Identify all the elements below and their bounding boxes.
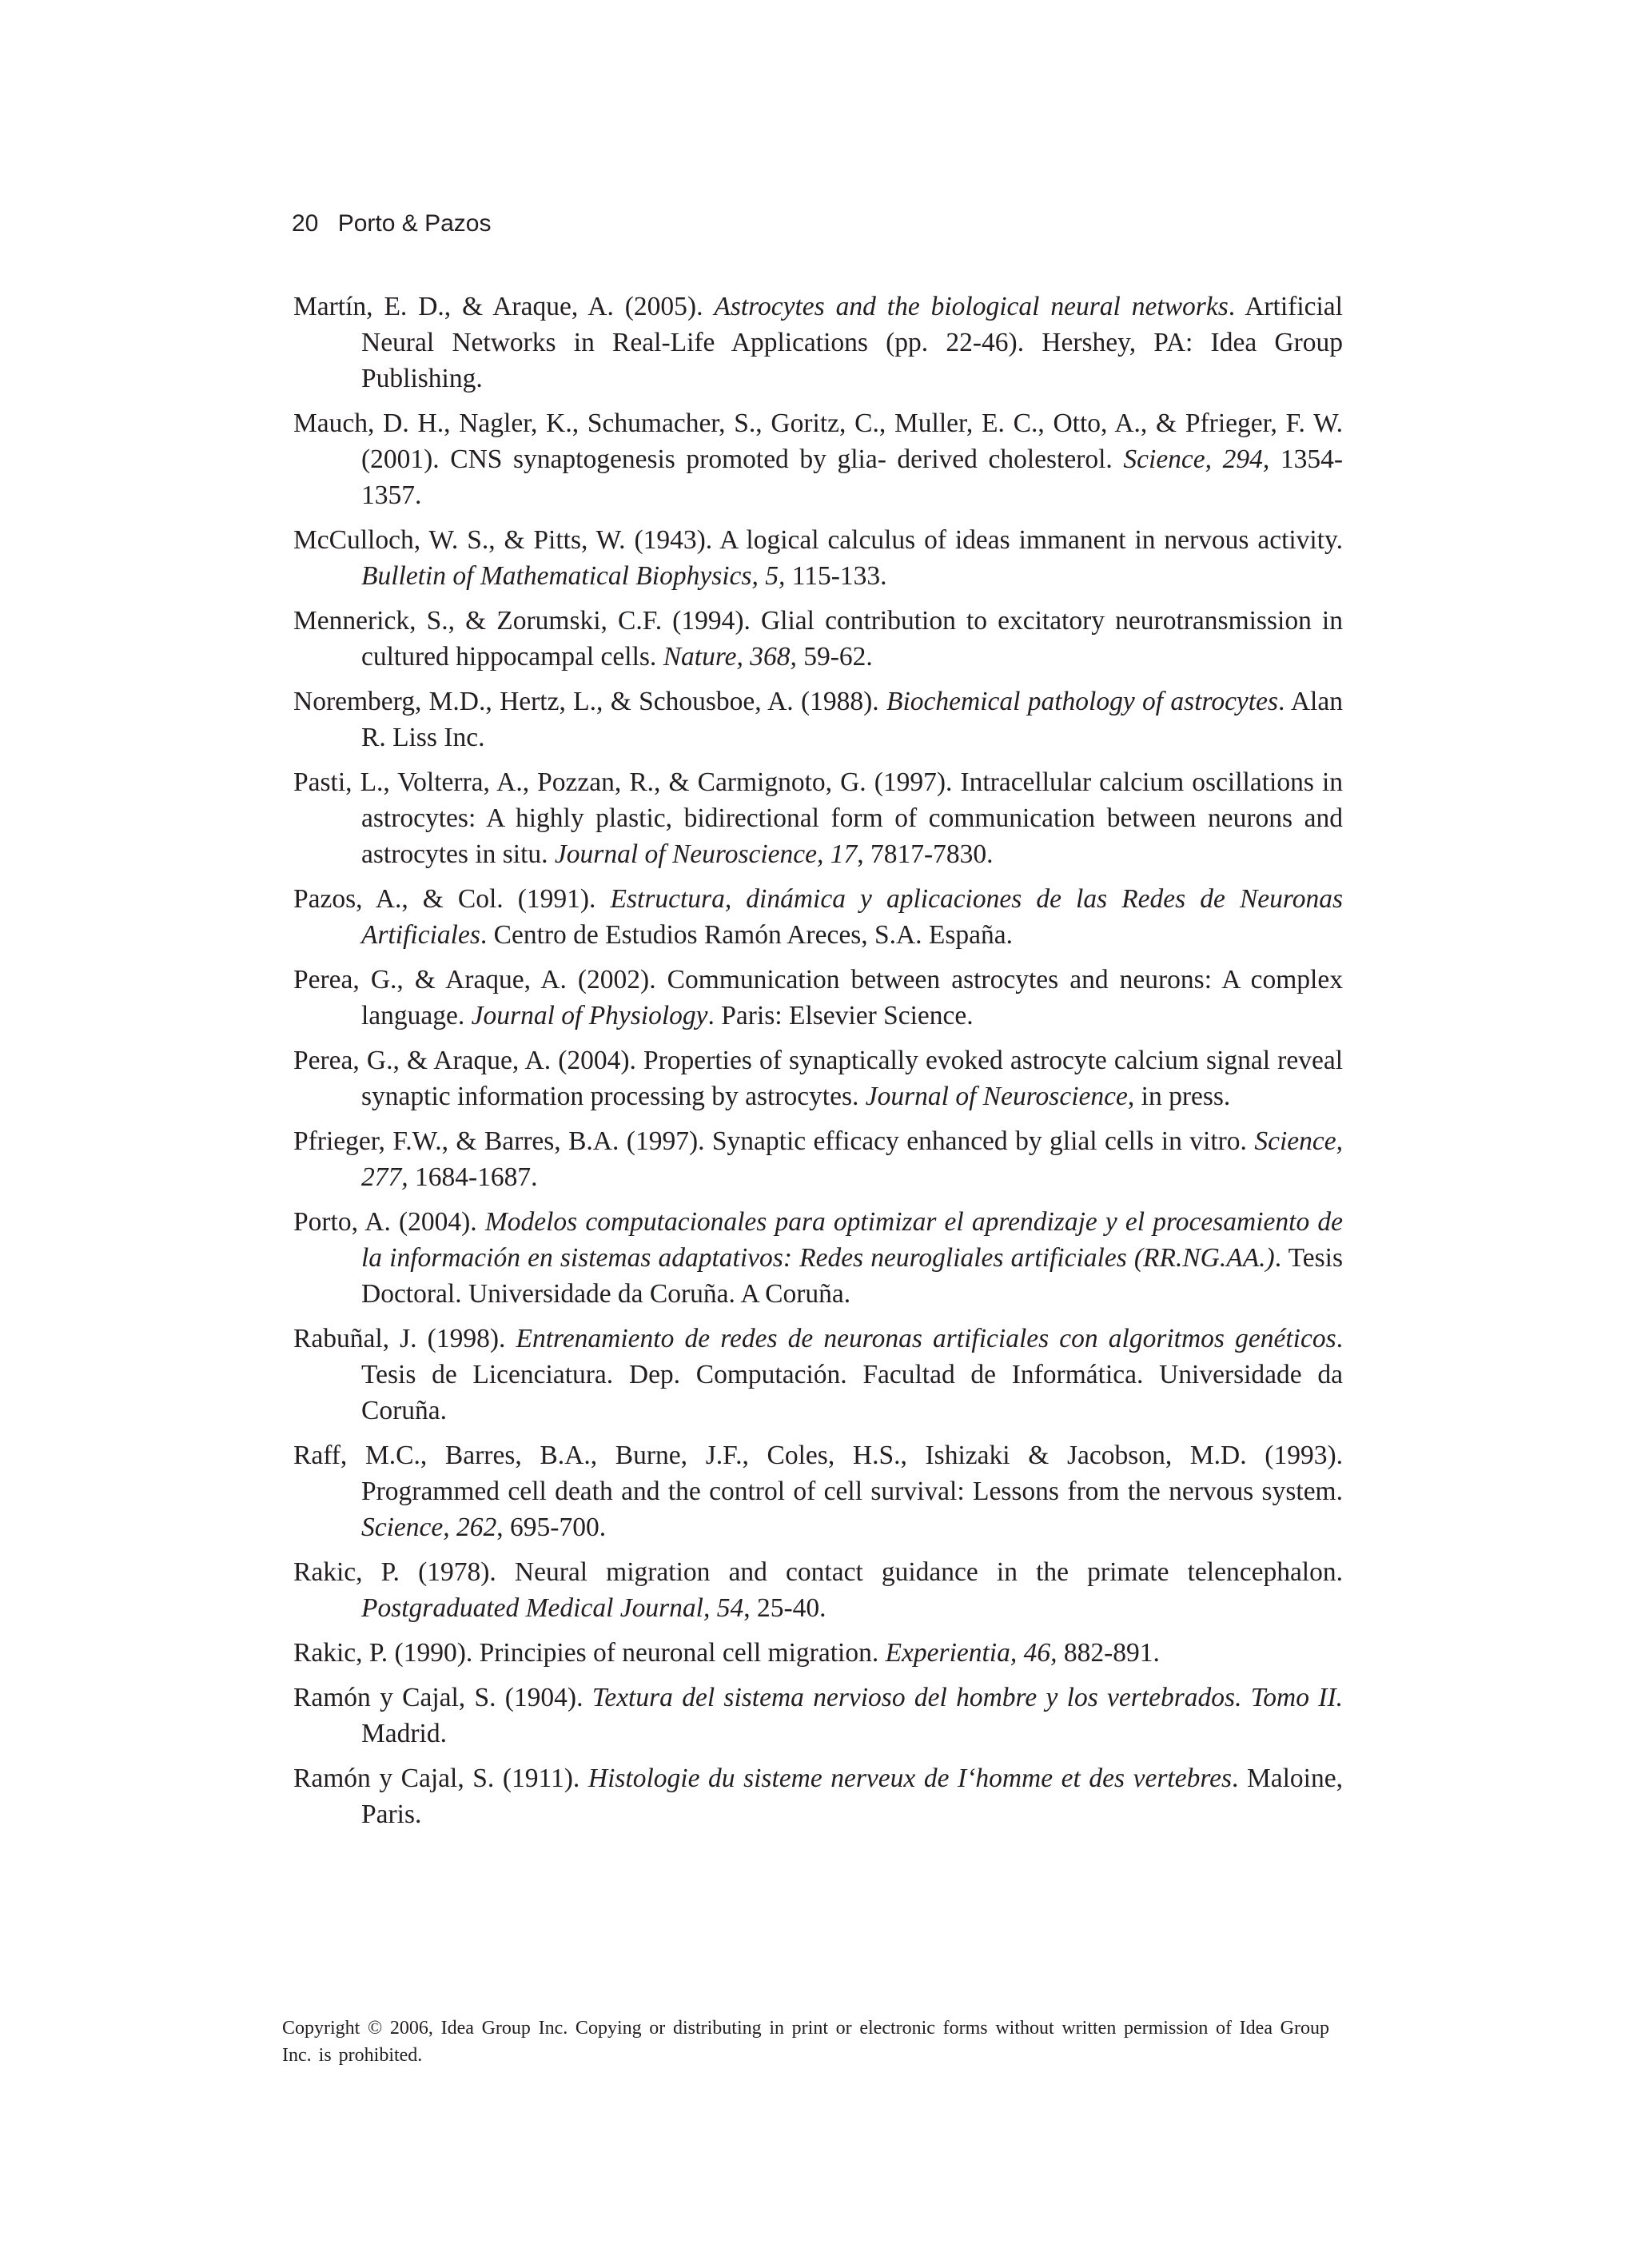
reference-entry: Mauch, D. H., Nagler, K., Schumacher, S., Goritz, C., Muller, E. C., Otto, A., & Pfrieger, F. W. (2001). CNS synaptogenesis promoted by glia- derived cholesterol. Science, 294, 1354-1357.: [293, 409, 1343, 510]
reference-entry: Ramón y Cajal, S. (1911). Histologie du sisteme nerveux de I‘homme et des vertebres. Maloine, Paris.: [293, 1764, 1343, 1829]
reference-entry: Rakic, P. (1990). Principies of neuronal cell migration. Experientia, 46, 882-891.: [293, 1638, 1160, 1668]
reference-entry: Pasti, L., Volterra, A., Pozzan, R., & Carmignoto, G. (1997). Intracellular calcium oscillations in astrocytes: A highly plastic, bidirectional form of communication between neurons and astrocytes in situ. Journal of Neuroscience, 17, 7817-7830.: [293, 767, 1343, 869]
reference-entry: Mennerick, S., & Zorumski, C.F. (1994). Glial contribution to excitatory neurotransmission in cultured hippocampal cells. Nature, 368, 59-62.: [293, 606, 1343, 672]
reference-entry: Pfrieger, F.W., & Barres, B.A. (1997). Synaptic efficacy enhanced by glial cells in vitro. Science, 277, 1684-1687.: [293, 1126, 1343, 1192]
running-head-authors: Porto & Pazos: [337, 210, 492, 237]
reference-entry: Raff, M.C., Barres, B.A., Burne, J.F., Coles, H.S., Ishizaki & Jacobson, M.D. (1993). Programmed cell death and the control of cell survival: Lessons from the nervous system. Science, 262, 695-700.: [293, 1441, 1343, 1542]
running-head: [292, 209, 491, 238]
reference-entry: Rakic, P. (1978). Neural migration and contact guidance in the primate telencephalon. Postgraduated Medical Journal, 54, 25-40.: [293, 1557, 1343, 1623]
reference-entry: Rabuñal, J. (1998). Entrenamiento de redes de neuronas artificiales con algoritmos genéticos. Tesis de Licenciatura. Dep. Computación. Facultad de Informática. Universidade da Coruña.: [293, 1324, 1343, 1425]
reference-entry: Perea, G., & Araque, A. (2004). Properties of synaptically evoked astrocyte calcium signal reveal synaptic information processing by astrocytes. Journal of Neuroscience, in press.: [293, 1046, 1343, 1111]
reference-entry: Noremberg, M.D., Hertz, L., & Schousboe, A. (1988). Biochemical pathology of astrocytes. Alan R. Liss Inc.: [293, 687, 1343, 752]
copyright-notice: Copyright © 2006, Idea Group Inc. Copying or distributing in print or electronic forms without written permission of Idea Group Inc. is prohibited.: [282, 2018, 1329, 2066]
reference-entry: McCulloch, W. S., & Pitts, W. (1943). A logical calculus of ideas immanent in nervous activity. Bulletin of Mathematical Biophysics, 5, 115-133.: [293, 525, 1343, 591]
reference-entry: Pazos, A., & Col. (1991). Estructura, dinámica y aplicaciones de las Redes de Neuronas Artificiales. Centro de Estudios Ramón Areces, S.A. España.: [293, 884, 1343, 950]
reference-list: [293, 289, 1343, 1841]
reference-entry: Martín, E. D., & Araque, A. (2005). Astrocytes and the biological neural networks. Artificial Neural Networks in Real-Life Applications (pp. 22-46). Hershey, PA: Idea Group Publishing.: [293, 292, 1343, 393]
reference-entry: Porto, A. (2004). Modelos computacionales para optimizar el aprendizaje y el procesamiento de la información en sistemas adaptativos: Redes neurogliales artificiales (RR.NG.AA.). Tesis Doctoral. Universidade da Coruña. A Coruña.: [293, 1207, 1343, 1309]
reference-entry: Ramón y Cajal, S. (1904). Textura del sistema nervioso del hombre y los vertebrados. Tomo II. Madrid.: [293, 1683, 1343, 1748]
reference-entry: Perea, G., & Araque, A. (2002). Communication between astrocytes and neurons: A complex language. Journal of Physiology. Paris: Elsevier Science.: [293, 965, 1343, 1030]
page-number: 20: [292, 210, 319, 237]
